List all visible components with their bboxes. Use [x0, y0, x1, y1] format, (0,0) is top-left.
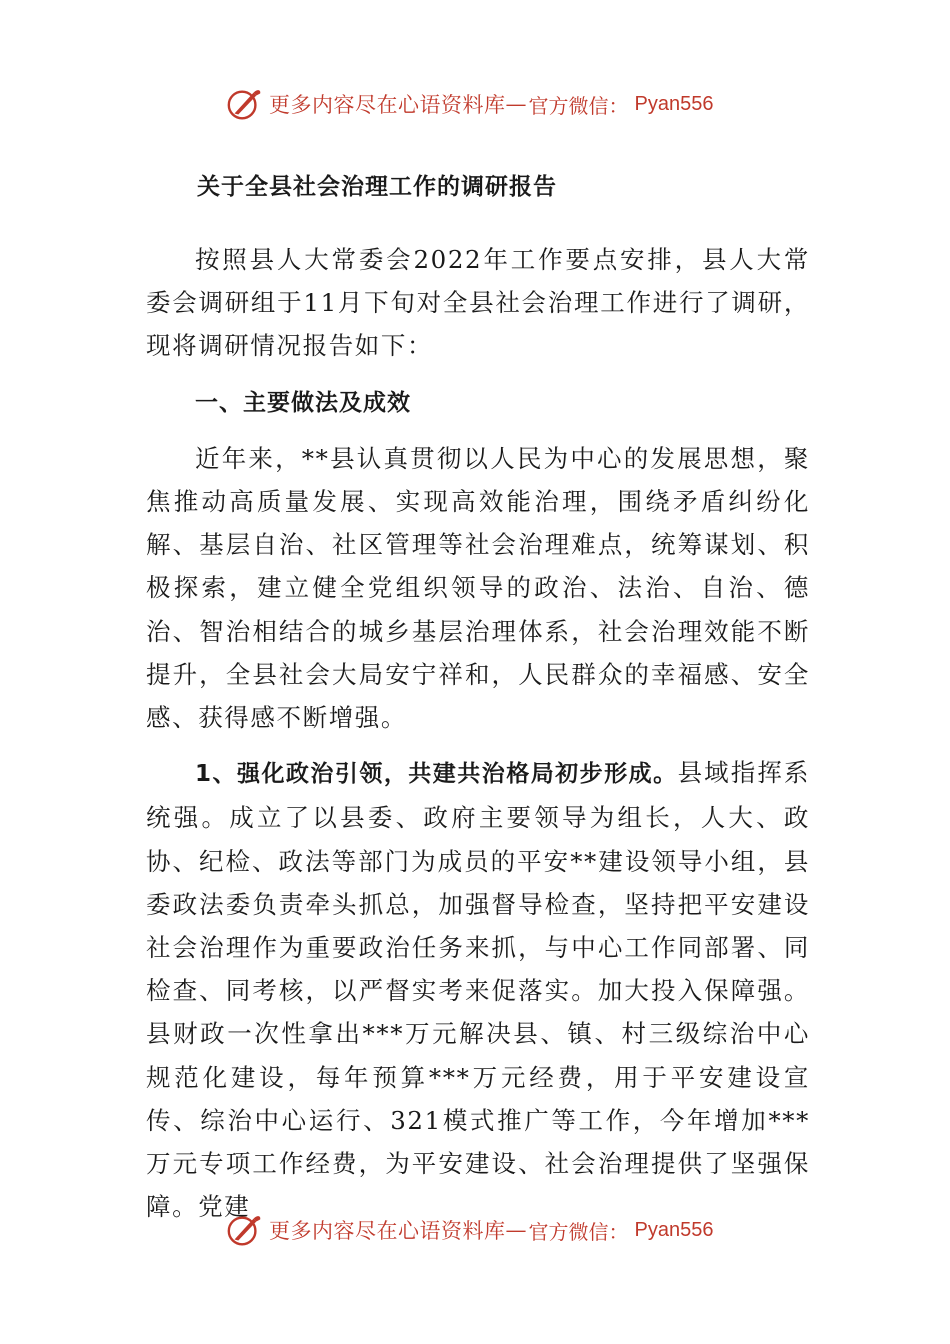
intro-paragraph: 按照县人大常委会2022年工作要点安排，县人大常委会调研组于11月下旬对全县社会治理工作进行了调研，现将调研情况报告如下：	[146, 245, 810, 361]
watermark-separator: —	[505, 1218, 527, 1242]
item1-lead: 1、强化政治引领，共建共治格局初步形成。	[195, 761, 678, 788]
watermark-wechat-label: 官方微信：	[528, 1219, 629, 1244]
watermark-text: 更多内容尽在心语资料库	[269, 93, 506, 117]
item1-paragraph	[146, 751, 810, 1228]
watermark-wechat-label: 官方微信：	[528, 93, 629, 118]
watermark-wechat-id: Pyan556	[634, 92, 714, 115]
quill-pen-logo-icon	[225, 85, 263, 123]
section1-heading: 一、主要做法及成效	[195, 389, 411, 416]
watermark-banner-bottom	[225, 1210, 785, 1250]
document-body	[146, 238, 810, 1228]
quill-pen-logo-icon	[225, 1211, 263, 1249]
watermark-text: 更多内容尽在心语资料库	[269, 1219, 506, 1243]
item1-text: 县域指挥系统强。成立了以县委、政府主要领导为组长，人大、政协、纪检、政法等部门为成员的平安**建设领导小组，县委政法委负责牵头抓总，加强督导检查，坚持把平安建设社会治理作为重要政治任务来抓，与中心工作同部署、同检查、同考核，以严督实考来促落实。加大投入保障强。县财政一次性拿出***万元解决县、镇、村三级综治中心规范化建设，每年预算***万元经费，用于平安建设宣传、综治中心运行、321模式推广等工作，今年增加***万元专项工作经费，为平安建设、社会治理提供了坚强保障。党建	[146, 758, 810, 1222]
watermark-banner-top	[225, 84, 785, 124]
section-heading	[146, 380, 810, 425]
watermark-wechat-id: Pyan556	[634, 1218, 714, 1241]
section1-paragraph: 近年来，**县认真贯彻以人民为中心的发展思想，聚焦推动高质量发展、实现高效能治理，围绕矛盾纠纷化解、基层自治、社区管理等社会治理难点，统筹谋划、积极探索，建立健全党组织领导的政治、法治、自治、德治、智治相结合的城乡基层治理体系，社会治理效能不断提升，全县社会大局安宁祥和，人民群众的幸福感、安全感、获得感不断增强。	[146, 443, 810, 733]
document-title: 关于全县社会治理工作的调研报告	[197, 174, 557, 200]
watermark-separator: —	[505, 92, 527, 116]
